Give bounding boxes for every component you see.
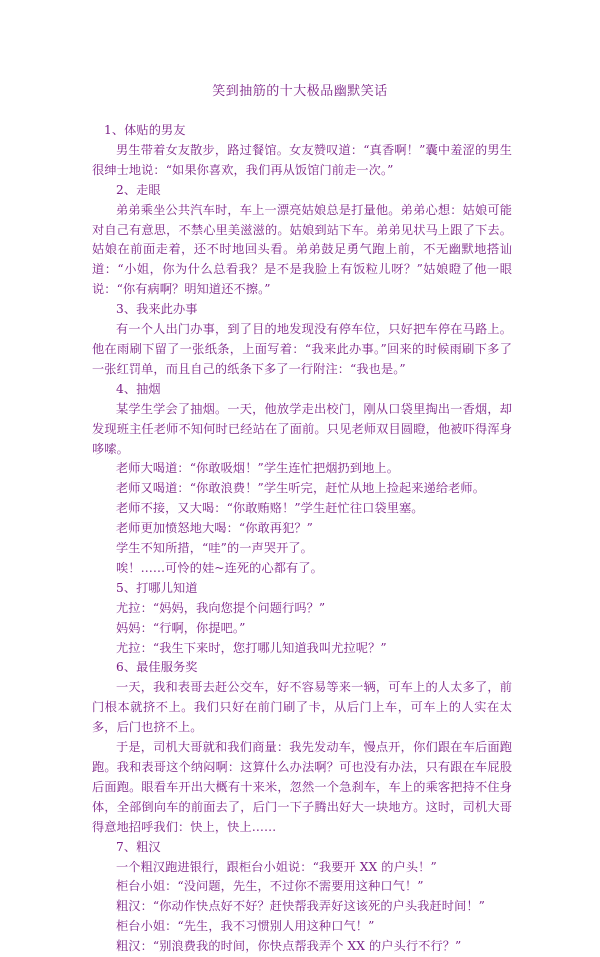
paragraph: 于是，司机大哥就和我们商量：我先发动车，慢点开，你们跟在车后面跑跑。我和表哥这个纳闷啊：这算什么办法啊？可也没有办法，只有跟在车屁股后面跑。眼看车开出大概有十来米，忽然一个急刹车，车上的乘客把持不住身体，全部倒向车的前面去了，后门一下子腾出好大一块地方。这时，司机大哥得意地招呼我们：快上，快上…… bbox=[92, 740, 512, 834]
paragraph: 弟弟乘坐公共汽车时，车上一漂亮姑娘总是打量他。弟弟心想：姑娘可能对自己有意思，不禁心里美滋滋的。姑娘到站下车。弟弟见状马上跟了下去。姑娘在前面走着，还不时地回头看。弟弟鼓足勇气跑上前，不无幽默地搭讪道：“小姐，你为什么总看我？是不是我脸上有饭粒儿呀？”姑娘瞪了他一眼说：“你有病啊？明知道还不擦。” bbox=[92, 202, 512, 297]
paragraph: 学生不知所措，“哇”的一声哭开了。 bbox=[116, 541, 313, 556]
paragraph: 男生带着女友散步，路过餐馆。女友赞叹道：“真香啊！”囊中羞涩的男生很绅士地说：“如果你喜欢，我们再从饭馆门前走一次。” bbox=[92, 142, 512, 177]
paragraph: 某学生学会了抽烟。一天，他放学走出校门，刚从口袋里掏出一香烟，却发现班主任老师不知何时已经站在了面前。只见老师双目圆瞪，他被吓得浑身哆嗦。 bbox=[92, 401, 512, 456]
paragraph: 粗汉：“别浪费我的时间，你快点帮我弄个 XX 的户头行不行？” bbox=[116, 939, 462, 954]
section-heading: 5、打哪儿知道 bbox=[116, 580, 198, 595]
paragraph: 老师不接，又大喝：“你敢贿赂！”学生赶忙往口袋里塞。 bbox=[116, 501, 424, 516]
paragraph: 粗汉：“你动作快点好不好？赶快帮我弄好这该死的户头我赶时间！” bbox=[116, 899, 485, 914]
section-heading: 2、走眼 bbox=[116, 182, 161, 197]
paragraph: 老师更加愤怒地大喝：“你敢再犯？” bbox=[116, 521, 313, 536]
paragraph: 一天，我和表哥去赶公交车，好不容易等来一辆，可车上的人太多了，前门根本就挤不上。我们只好在前门刷了卡，从后门上车，可车上的人实在太多，后门也挤不上。 bbox=[92, 680, 512, 735]
paragraph: 柜台小姐：“没问题，先生，不过你不需要用这种口气！” bbox=[116, 879, 424, 894]
paragraph: 柜台小姐：“先生，我不习惯别人用这种口气！” bbox=[116, 919, 375, 934]
paragraph: 老师大喝道：“你敢吸烟！”学生连忙把烟扔到地上。 bbox=[116, 461, 399, 476]
paragraph: 唉！……可怜的娃~连死的心都有了。 bbox=[116, 560, 323, 575]
page-title: 笑到抽筋的十大极品幽默笑话 bbox=[212, 84, 388, 99]
paragraph: 老师又喝道：“你敢浪费！”学生听完，赶忙从地上捡起来递给老师。 bbox=[116, 481, 485, 496]
paragraph: 妈妈：“行啊，你提吧。” bbox=[116, 620, 246, 635]
paragraph: 有一个人出门办事，到了目的地发现没有停车位，只好把车停在马路上。他在雨刷下留了一张纸条，上面写着：“我来此办事。”回来的时候雨刷下多了一张红罚单，而且自己的纸条下多了一行附注：“我也是。” bbox=[92, 322, 512, 376]
section-heading: 1、体贴的男友 bbox=[104, 123, 186, 137]
paragraph: 尤拉：“我生下来时，您打哪儿知道我叫尤拉呢？” bbox=[116, 640, 387, 655]
section-heading: 4、抽烟 bbox=[116, 381, 161, 396]
paragraph: 一个粗汉跑进银行，跟柜台小姐说：“我要开 XX 的户头！” bbox=[116, 859, 437, 874]
section-heading: 7、粗汉 bbox=[116, 839, 161, 854]
section-heading: 3、我来此办事 bbox=[116, 302, 198, 317]
paragraph: 尤拉：“妈妈，我向您提个问题行吗？” bbox=[116, 600, 326, 615]
section-heading: 6、最佳服务奖 bbox=[116, 660, 198, 675]
document-body bbox=[92, 121, 512, 957]
